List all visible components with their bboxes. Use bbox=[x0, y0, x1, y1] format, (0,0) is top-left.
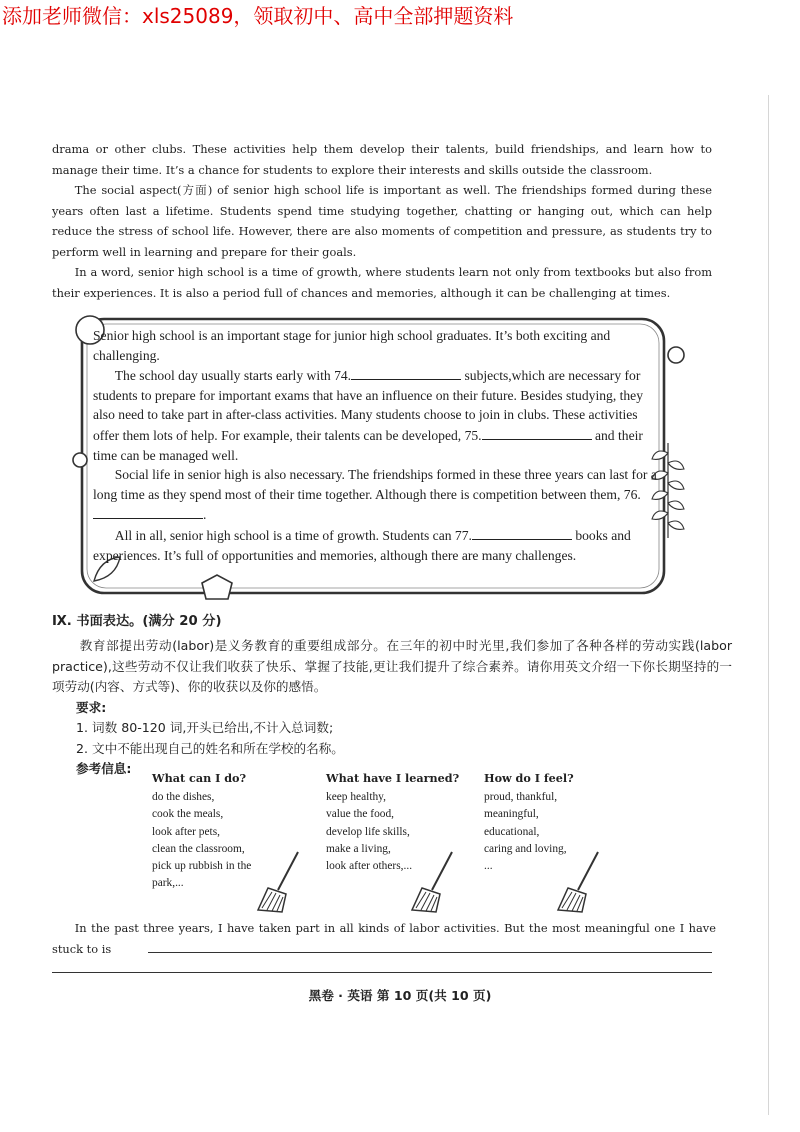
summary-paragraph-3 bbox=[93, 465, 663, 525]
passage-paragraph-2: The social aspect(方面) of senior high school life is important as well. The friendships formed during these years often last a lifetime. Students spend time studying together, chatting or hanging out, which can help reduce the stress of school life. However, there are also moments of competition and pressure, as students try to perform well in learning and prepare for their goals. bbox=[52, 183, 712, 259]
list-item: pick up rubbish in the bbox=[152, 860, 252, 873]
blank-74[interactable] bbox=[351, 365, 461, 380]
section-title: Ⅸ. 书面表达。(满分 20 分) bbox=[52, 614, 222, 629]
passage-paragraph-3: In a word, senior high school is a time of growth, where students learn not only from textbooks but also from their experiences. It is also a period full of chances and memories, although it can be challenging at times. bbox=[52, 265, 712, 300]
list-item: meaningful, bbox=[484, 808, 539, 821]
summary-paragraph-2 bbox=[93, 365, 663, 465]
summary-text-75-after: and their time can be managed well. bbox=[93, 427, 643, 463]
list-item: look after pets, bbox=[152, 825, 221, 838]
requirement-1: 1. 词数 80-120 词,开头已给出,不计入总词数; bbox=[76, 720, 334, 735]
list-item: cook the meals, bbox=[152, 808, 224, 821]
requirement-2: 2. 文中不能出现自己的姓名和所在学校的名称。 bbox=[76, 740, 344, 756]
list-item: caring and loving, bbox=[484, 842, 567, 855]
summary-text-76: Social life in senior high is also necessary. The friendships formed in these three years can last for a long time as they spend most of their time together. Although there is competition between them, 76. bbox=[93, 467, 657, 502]
list-item: value the food, bbox=[326, 808, 395, 821]
reading-passage bbox=[52, 139, 712, 303]
list-item: do the dishes, bbox=[152, 791, 215, 804]
blank-75[interactable] bbox=[482, 425, 592, 440]
passage-paragraph-1: drama or other clubs. These activities help them develop their talents, build friendships, and learn how to manage their time. It’s a chance for students to explore their interests and skills outside the classroom. bbox=[52, 142, 712, 177]
starter-sentence: In the past three years, I have taken part in all kinds of labor activities. But the most meaningful one I have stuck to is bbox=[52, 921, 716, 956]
list-item: educational, bbox=[484, 825, 540, 838]
broom-icon bbox=[554, 850, 604, 916]
summary-text-77-after: books and experiences. It’s full of opportunities and memories, although there are many challenges. bbox=[93, 527, 631, 563]
list-item: develop life skills, bbox=[326, 825, 410, 838]
column-heading: What can I do? bbox=[152, 771, 247, 785]
reference-column-what-can-i-do bbox=[152, 770, 251, 892]
list-item: clean the classroom, bbox=[152, 842, 245, 855]
summary-text bbox=[93, 326, 663, 565]
page-footer: 黑卷 · 英语 第 10 页(共 10 页) bbox=[308, 988, 492, 1003]
column-heading: What have I learned? bbox=[326, 771, 460, 785]
list-item: look after others,... bbox=[326, 860, 413, 873]
answer-line-1[interactable] bbox=[148, 952, 712, 953]
list-item: keep healthy, bbox=[326, 791, 386, 804]
page-edge-line bbox=[768, 95, 769, 1115]
list-item: make a living, bbox=[326, 842, 391, 855]
summary-text-77: All in all, senior high school is a time of growth. Students can 77. bbox=[114, 527, 472, 543]
answer-line-2[interactable] bbox=[52, 972, 712, 973]
broom-icon bbox=[254, 850, 304, 916]
summary-paragraph-1: Senior high school is an important stage for junior high school graduates. It’s both exciting and challenging. bbox=[93, 328, 611, 363]
broom-icon bbox=[408, 850, 458, 916]
list-item: ... bbox=[484, 860, 493, 873]
summary-paragraph-4 bbox=[93, 525, 663, 565]
blank-76[interactable] bbox=[93, 504, 203, 519]
blank-77[interactable] bbox=[472, 525, 572, 540]
column-heading: How do I feel? bbox=[484, 771, 574, 785]
summary-text-74: The school day usually starts early with 74. bbox=[114, 368, 352, 384]
writing-section bbox=[52, 612, 732, 780]
reference-heading: 参考信息: bbox=[76, 761, 132, 776]
watermark-banner: 添加老师微信：xls25089，领取初中、高中全部押题资料 bbox=[2, 4, 514, 28]
writing-task: 教育部提出劳动(labor)是义务教育的重要组成部分。在三年的初中时光里,我们参加了各种各样的劳动实践(labor practice),这些劳动不仅让我们收获了快乐、掌握了技能,更让我们提升了综合素养。请你用英文介绍一下你长期坚持的一项劳动(内容、方式等)、你的收获以及你的感悟。 bbox=[52, 638, 732, 694]
requirements-heading: 要求: bbox=[76, 699, 107, 715]
summary-text-75: subjects,which are necessary for students to prepare for important exams that have an influence on their future. Besides studying, they also need to take part in after-class activities. Many students choose to join in clubs. These activities offer them lots of help. For example, their talents can be developed, 75. bbox=[93, 368, 644, 443]
list-item: proud, thankful, bbox=[484, 791, 558, 804]
list-item: park,... bbox=[152, 877, 184, 890]
summary-text-76-after: . bbox=[203, 507, 207, 523]
